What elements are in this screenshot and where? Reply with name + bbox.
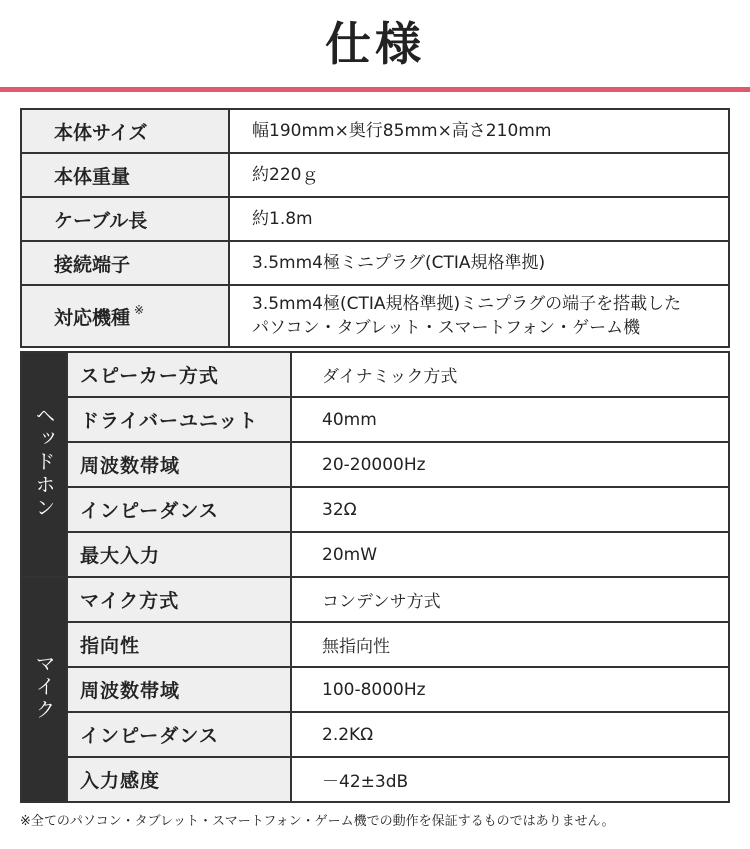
spec-label-cell	[21, 285, 229, 347]
spec-value: 無指向性	[291, 622, 729, 667]
spec-value: 約220ｇ	[229, 153, 729, 197]
note-mark: ※	[134, 302, 145, 317]
spec-row-weight	[21, 153, 729, 197]
spec-label: マイク方式	[67, 577, 291, 622]
spec-label: 入力感度	[67, 757, 291, 802]
mic-row	[21, 757, 729, 802]
accent-divider	[0, 87, 750, 92]
headphone-row	[21, 397, 729, 442]
spec-label: インピーダンス	[67, 712, 291, 757]
spec-label: 最大入力	[67, 532, 291, 577]
spec-label: ケーブル長	[21, 197, 229, 241]
general-spec-table	[20, 108, 730, 348]
spec-label: インピーダンス	[67, 487, 291, 532]
headphone-row	[21, 352, 729, 397]
headphone-row	[21, 487, 729, 532]
spec-row-cable	[21, 197, 729, 241]
page-title: 仕様	[325, 17, 425, 71]
spec-value: 100-8000Hz	[291, 667, 729, 712]
spec-value-line: 3.5mm4極(CTIA規格準拠)ミニプラグの端子を搭載した	[252, 294, 682, 314]
spec-value: 3.5mm4極ミニプラグ(CTIA規格準拠)	[229, 241, 729, 285]
headphone-row	[21, 532, 729, 577]
spec-value: 約1.8m	[229, 197, 729, 241]
mic-row	[21, 577, 729, 622]
mic-group-cell	[21, 577, 67, 802]
spec-label: ドライバーユニット	[67, 397, 291, 442]
headphone-row	[21, 442, 729, 487]
spec-value-line: パソコン・タブレット・スマートフォン・ゲーム機	[252, 318, 641, 338]
spec-row-size	[21, 109, 729, 153]
mic-row	[21, 712, 729, 757]
mic-row	[21, 667, 729, 712]
mic-row	[21, 622, 729, 667]
spec-row-connector	[21, 241, 729, 285]
spec-label: 本体重量	[21, 153, 229, 197]
spec-label: 周波数帯域	[67, 442, 291, 487]
spec-label: 指向性	[67, 622, 291, 667]
spec-value: 32Ω	[291, 487, 729, 532]
spec-label: 接続端子	[21, 241, 229, 285]
spec-value: コンデンサ方式	[291, 577, 729, 622]
spec-label: 対応機種	[54, 306, 131, 329]
spec-value-cell	[229, 285, 729, 347]
spec-value: ダイナミック方式	[291, 352, 729, 397]
mic-group-label: マイク	[32, 652, 56, 722]
spec-value: 20mW	[291, 532, 729, 577]
headphone-group-cell	[21, 352, 67, 577]
spec-label: 本体サイズ	[21, 109, 229, 153]
spec-value: 2.2KΩ	[291, 712, 729, 757]
spec-value: 20-20000Hz	[291, 442, 729, 487]
spec-label: 周波数帯域	[67, 667, 291, 712]
spec-label: スピーカー方式	[67, 352, 291, 397]
spec-value: 幅190mm×奥行85mm×高さ210mm	[229, 109, 729, 153]
footnote: ※全てのパソコン・タブレット・スマートフォン・ゲーム機での動作を保証するものではありません。	[20, 814, 615, 829]
spec-value: 40mm	[291, 397, 729, 442]
headphone-group-label: ヘッドホン	[32, 404, 56, 520]
component-spec-table	[20, 351, 730, 803]
spec-row-compatible	[21, 285, 729, 347]
spec-value: －42±3dB	[291, 757, 729, 802]
